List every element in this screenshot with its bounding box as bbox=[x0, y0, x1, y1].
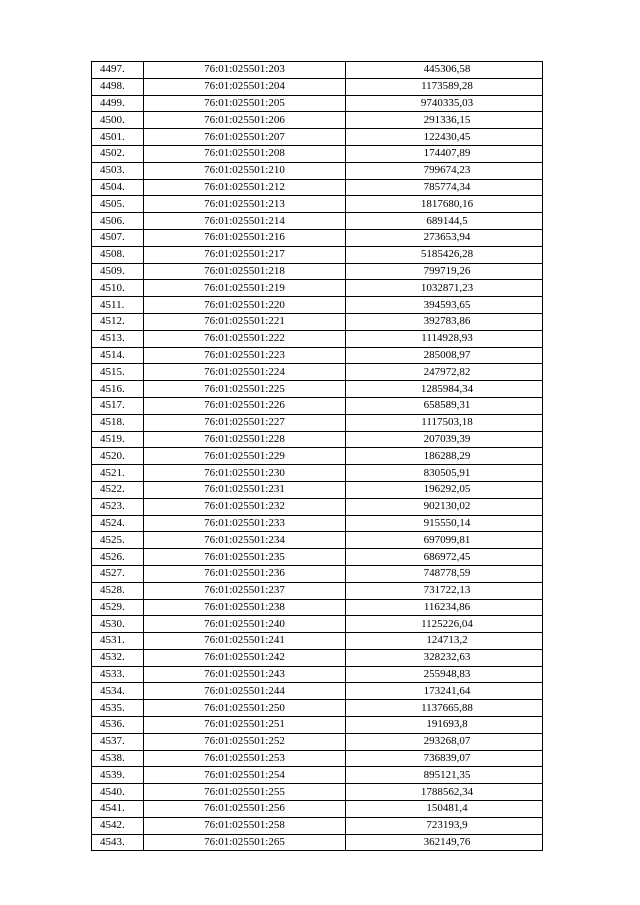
row-number-cell: 4517. bbox=[92, 397, 144, 414]
row-number-cell: 4499. bbox=[92, 95, 144, 112]
table-row bbox=[92, 801, 543, 818]
cadastral-value-cell: 723193,9 bbox=[346, 817, 543, 834]
row-number-cell: 4528. bbox=[92, 582, 144, 599]
table-row bbox=[92, 750, 543, 767]
cadastral-number-cell: 76:01:025501:242 bbox=[144, 649, 346, 666]
table-row bbox=[92, 784, 543, 801]
table-row bbox=[92, 196, 543, 213]
cadastral-number-cell: 76:01:025501:232 bbox=[144, 498, 346, 515]
cadastral-value-cell: 658589,31 bbox=[346, 397, 543, 414]
cadastral-number-cell: 76:01:025501:220 bbox=[144, 297, 346, 314]
table-row bbox=[92, 229, 543, 246]
cadastral-value-cell: 785774,34 bbox=[346, 179, 543, 196]
row-number-cell: 4542. bbox=[92, 817, 144, 834]
cadastral-value-cell: 1114928,93 bbox=[346, 330, 543, 347]
row-number-cell: 4506. bbox=[92, 213, 144, 230]
cadastral-value-cell: 799719,26 bbox=[346, 263, 543, 280]
cadastral-value-cell: 1788562,34 bbox=[346, 784, 543, 801]
row-number-cell: 4524. bbox=[92, 515, 144, 532]
table-row bbox=[92, 414, 543, 431]
table-row bbox=[92, 78, 543, 95]
row-number-cell: 4522. bbox=[92, 481, 144, 498]
row-number-cell: 4511. bbox=[92, 297, 144, 314]
row-number-cell: 4505. bbox=[92, 196, 144, 213]
cadastral-number-cell: 76:01:025501:210 bbox=[144, 162, 346, 179]
cadastral-number-cell: 76:01:025501:216 bbox=[144, 229, 346, 246]
row-number-cell: 4498. bbox=[92, 78, 144, 95]
cadastral-number-cell: 76:01:025501:214 bbox=[144, 213, 346, 230]
cadastral-value-cell: 902130,02 bbox=[346, 498, 543, 515]
row-number-cell: 4504. bbox=[92, 179, 144, 196]
row-number-cell: 4523. bbox=[92, 498, 144, 515]
table-row bbox=[92, 364, 543, 381]
table-row bbox=[92, 683, 543, 700]
row-number-cell: 4513. bbox=[92, 330, 144, 347]
cadastral-number-cell: 76:01:025501:212 bbox=[144, 179, 346, 196]
row-number-cell: 4533. bbox=[92, 666, 144, 683]
table-row bbox=[92, 582, 543, 599]
cadastral-number-cell: 76:01:025501:234 bbox=[144, 532, 346, 549]
cadastral-number-cell: 76:01:025501:227 bbox=[144, 414, 346, 431]
cadastral-number-cell: 76:01:025501:250 bbox=[144, 700, 346, 717]
cadastral-value-cell: 394593,65 bbox=[346, 297, 543, 314]
row-number-cell: 4518. bbox=[92, 414, 144, 431]
table-row bbox=[92, 834, 543, 851]
row-number-cell: 4497. bbox=[92, 62, 144, 79]
table-row bbox=[92, 666, 543, 683]
cadastral-number-cell: 76:01:025501:240 bbox=[144, 616, 346, 633]
row-number-cell: 4519. bbox=[92, 431, 144, 448]
cadastral-value-cell: 1137665,88 bbox=[346, 700, 543, 717]
cadastral-number-cell: 76:01:025501:244 bbox=[144, 683, 346, 700]
table-row bbox=[92, 633, 543, 650]
table-row bbox=[92, 700, 543, 717]
row-number-cell: 4540. bbox=[92, 784, 144, 801]
row-number-cell: 4539. bbox=[92, 767, 144, 784]
table-row bbox=[92, 246, 543, 263]
cadastral-value-cell: 293268,07 bbox=[346, 733, 543, 750]
cadastral-number-cell: 76:01:025501:238 bbox=[144, 599, 346, 616]
row-number-cell: 4515. bbox=[92, 364, 144, 381]
cadastral-value-cell: 247972,82 bbox=[346, 364, 543, 381]
cadastral-number-cell: 76:01:025501:221 bbox=[144, 313, 346, 330]
cadastral-value-cell: 1285984,34 bbox=[346, 381, 543, 398]
table-row bbox=[92, 767, 543, 784]
table-row bbox=[92, 431, 543, 448]
cadastral-number-cell: 76:01:025501:208 bbox=[144, 145, 346, 162]
row-number-cell: 4521. bbox=[92, 465, 144, 482]
cadastral-value-cell: 697099,81 bbox=[346, 532, 543, 549]
cadastral-value-cell: 686972,45 bbox=[346, 549, 543, 566]
cadastral-number-cell: 76:01:025501:254 bbox=[144, 767, 346, 784]
cadastral-number-cell: 76:01:025501:223 bbox=[144, 347, 346, 364]
cadastral-value-cell: 1032871,23 bbox=[346, 280, 543, 297]
row-number-cell: 4500. bbox=[92, 112, 144, 129]
cadastral-number-cell: 76:01:025501:256 bbox=[144, 801, 346, 818]
cadastral-number-cell: 76:01:025501:224 bbox=[144, 364, 346, 381]
cadastral-number-cell: 76:01:025501:225 bbox=[144, 381, 346, 398]
cadastral-number-cell: 76:01:025501:206 bbox=[144, 112, 346, 129]
row-number-cell: 4527. bbox=[92, 565, 144, 582]
cadastral-value-cell: 150481,4 bbox=[346, 801, 543, 818]
cadastral-number-cell: 76:01:025501:222 bbox=[144, 330, 346, 347]
cadastral-value-cell: 392783,86 bbox=[346, 313, 543, 330]
cadastral-value-cell: 748778,59 bbox=[346, 565, 543, 582]
table-row bbox=[92, 330, 543, 347]
cadastral-number-cell: 76:01:025501:252 bbox=[144, 733, 346, 750]
cadastral-value-cell: 799674,23 bbox=[346, 162, 543, 179]
row-number-cell: 4520. bbox=[92, 448, 144, 465]
cadastral-number-cell: 76:01:025501:229 bbox=[144, 448, 346, 465]
cadastral-number-cell: 76:01:025501:230 bbox=[144, 465, 346, 482]
cadastral-number-cell: 76:01:025501:219 bbox=[144, 280, 346, 297]
table-row bbox=[92, 129, 543, 146]
cadastral-number-cell: 76:01:025501:204 bbox=[144, 78, 346, 95]
cadastral-value-cell: 1817680,16 bbox=[346, 196, 543, 213]
cadastral-value-cell: 445306,58 bbox=[346, 62, 543, 79]
row-number-cell: 4530. bbox=[92, 616, 144, 633]
cadastral-value-cell: 1117503,18 bbox=[346, 414, 543, 431]
cadastral-number-cell: 76:01:025501:226 bbox=[144, 397, 346, 414]
table-body bbox=[92, 62, 543, 851]
row-number-cell: 4507. bbox=[92, 229, 144, 246]
cadastral-number-cell: 76:01:025501:231 bbox=[144, 481, 346, 498]
cadastral-number-cell: 76:01:025501:243 bbox=[144, 666, 346, 683]
table-row bbox=[92, 313, 543, 330]
cadastral-number-cell: 76:01:025501:205 bbox=[144, 95, 346, 112]
cadastral-value-cell: 1125226,04 bbox=[346, 616, 543, 633]
table-row bbox=[92, 95, 543, 112]
cadastral-value-cell: 736839,07 bbox=[346, 750, 543, 767]
cadastral-number-cell: 76:01:025501:233 bbox=[144, 515, 346, 532]
table-row bbox=[92, 162, 543, 179]
row-number-cell: 4508. bbox=[92, 246, 144, 263]
table-row bbox=[92, 280, 543, 297]
table-row bbox=[92, 532, 543, 549]
table-row bbox=[92, 515, 543, 532]
cadastral-value-cell: 186288,29 bbox=[346, 448, 543, 465]
cadastral-number-cell: 76:01:025501:253 bbox=[144, 750, 346, 767]
cadastral-value-table bbox=[91, 61, 543, 851]
row-number-cell: 4534. bbox=[92, 683, 144, 700]
table-row bbox=[92, 297, 543, 314]
row-number-cell: 4525. bbox=[92, 532, 144, 549]
cadastral-value-cell: 689144,5 bbox=[346, 213, 543, 230]
cadastral-value-cell: 173241,64 bbox=[346, 683, 543, 700]
cadastral-value-cell: 5185426,28 bbox=[346, 246, 543, 263]
cadastral-number-cell: 76:01:025501:265 bbox=[144, 834, 346, 851]
cadastral-value-cell: 895121,35 bbox=[346, 767, 543, 784]
cadastral-number-cell: 76:01:025501:207 bbox=[144, 129, 346, 146]
cadastral-number-cell: 76:01:025501:237 bbox=[144, 582, 346, 599]
table-row bbox=[92, 213, 543, 230]
table-row bbox=[92, 481, 543, 498]
cadastral-value-cell: 731722,13 bbox=[346, 582, 543, 599]
cadastral-value-cell: 273653,94 bbox=[346, 229, 543, 246]
row-number-cell: 4510. bbox=[92, 280, 144, 297]
table-row bbox=[92, 62, 543, 79]
cadastral-value-cell: 116234,86 bbox=[346, 599, 543, 616]
cadastral-value-cell: 124713,2 bbox=[346, 633, 543, 650]
table-row bbox=[92, 649, 543, 666]
cadastral-number-cell: 76:01:025501:213 bbox=[144, 196, 346, 213]
row-number-cell: 4529. bbox=[92, 599, 144, 616]
table-row bbox=[92, 465, 543, 482]
cadastral-value-cell: 328232,63 bbox=[346, 649, 543, 666]
row-number-cell: 4537. bbox=[92, 733, 144, 750]
cadastral-number-cell: 76:01:025501:235 bbox=[144, 549, 346, 566]
row-number-cell: 4509. bbox=[92, 263, 144, 280]
cadastral-value-cell: 9740335,03 bbox=[346, 95, 543, 112]
table-row bbox=[92, 448, 543, 465]
cadastral-value-cell: 191693,8 bbox=[346, 717, 543, 734]
table-row bbox=[92, 112, 543, 129]
row-number-cell: 4535. bbox=[92, 700, 144, 717]
cadastral-number-cell: 76:01:025501:255 bbox=[144, 784, 346, 801]
cadastral-number-cell: 76:01:025501:251 bbox=[144, 717, 346, 734]
table-row bbox=[92, 599, 543, 616]
table-row bbox=[92, 145, 543, 162]
row-number-cell: 4526. bbox=[92, 549, 144, 566]
cadastral-value-cell: 1173589,28 bbox=[346, 78, 543, 95]
cadastral-value-cell: 174407,89 bbox=[346, 145, 543, 162]
cadastral-value-cell: 285008,97 bbox=[346, 347, 543, 364]
cadastral-number-cell: 76:01:025501:241 bbox=[144, 633, 346, 650]
cadastral-value-cell: 207039,39 bbox=[346, 431, 543, 448]
cadastral-number-cell: 76:01:025501:228 bbox=[144, 431, 346, 448]
cadastral-value-cell: 915550,14 bbox=[346, 515, 543, 532]
row-number-cell: 4543. bbox=[92, 834, 144, 851]
table-row bbox=[92, 179, 543, 196]
row-number-cell: 4502. bbox=[92, 145, 144, 162]
cadastral-value-cell: 362149,76 bbox=[346, 834, 543, 851]
cadastral-value-cell: 122430,45 bbox=[346, 129, 543, 146]
row-number-cell: 4538. bbox=[92, 750, 144, 767]
cadastral-number-cell: 76:01:025501:203 bbox=[144, 62, 346, 79]
row-number-cell: 4532. bbox=[92, 649, 144, 666]
table-row bbox=[92, 397, 543, 414]
cadastral-number-cell: 76:01:025501:258 bbox=[144, 817, 346, 834]
table-row bbox=[92, 498, 543, 515]
cadastral-number-cell: 76:01:025501:218 bbox=[144, 263, 346, 280]
cadastral-value-cell: 830505,91 bbox=[346, 465, 543, 482]
cadastral-value-cell: 291336,15 bbox=[346, 112, 543, 129]
table-row bbox=[92, 817, 543, 834]
row-number-cell: 4501. bbox=[92, 129, 144, 146]
table-row bbox=[92, 565, 543, 582]
cadastral-number-cell: 76:01:025501:236 bbox=[144, 565, 346, 582]
row-number-cell: 4531. bbox=[92, 633, 144, 650]
row-number-cell: 4512. bbox=[92, 313, 144, 330]
table-row bbox=[92, 733, 543, 750]
cadastral-number-cell: 76:01:025501:217 bbox=[144, 246, 346, 263]
row-number-cell: 4536. bbox=[92, 717, 144, 734]
row-number-cell: 4516. bbox=[92, 381, 144, 398]
table-row bbox=[92, 263, 543, 280]
row-number-cell: 4503. bbox=[92, 162, 144, 179]
table-row bbox=[92, 717, 543, 734]
row-number-cell: 4541. bbox=[92, 801, 144, 818]
table-row bbox=[92, 347, 543, 364]
table-row bbox=[92, 381, 543, 398]
row-number-cell: 4514. bbox=[92, 347, 144, 364]
table-row bbox=[92, 549, 543, 566]
cadastral-value-cell: 196292,05 bbox=[346, 481, 543, 498]
cadastral-value-cell: 255948,83 bbox=[346, 666, 543, 683]
table-row bbox=[92, 616, 543, 633]
